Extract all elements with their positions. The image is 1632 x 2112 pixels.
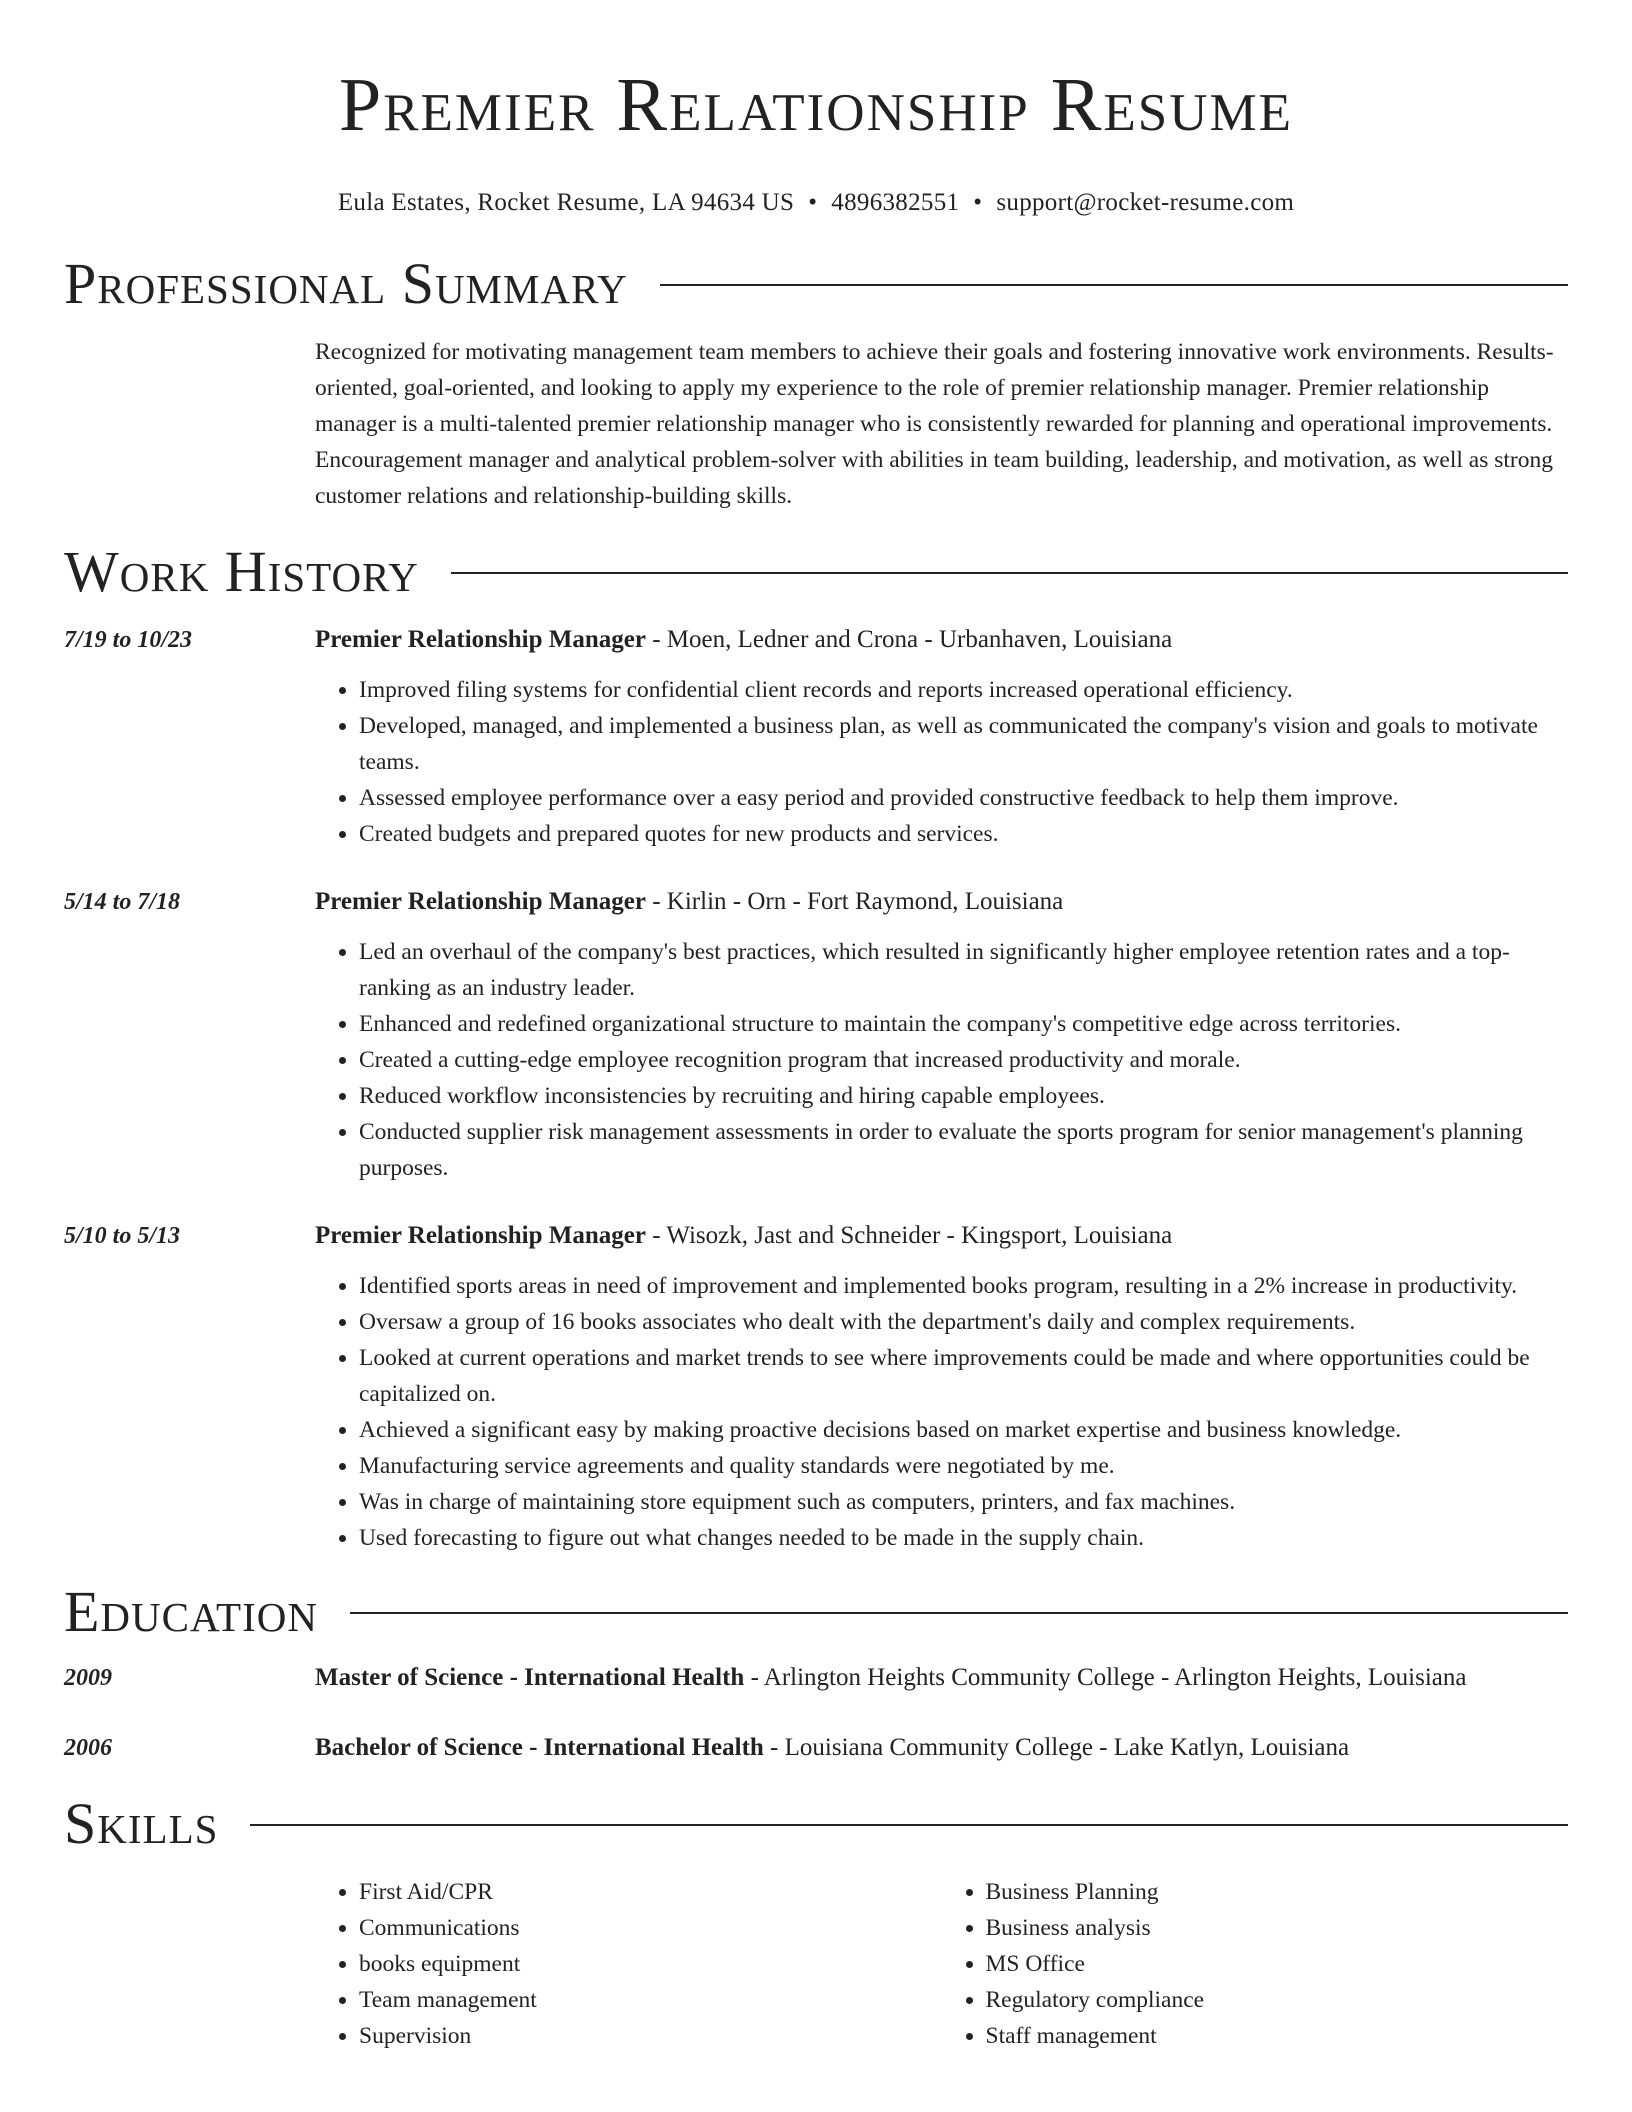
skills-section-header xyxy=(64,1792,1568,1856)
job-bullet: • Achieved a significant easy by making proactive decisions based on market expertise and business knowledge. xyxy=(359,1412,1568,1448)
section-divider xyxy=(451,572,1568,574)
contact-separator: • xyxy=(973,189,983,216)
summary-section-header xyxy=(64,252,1568,316)
education-degree: Bachelor of Science - International Health xyxy=(315,1734,764,1761)
section-divider xyxy=(660,284,1568,286)
education-school: - Louisiana Community College - Lake Katlyn, Louisiana xyxy=(763,1734,1350,1761)
education-year: 2009 xyxy=(64,1665,112,1691)
job-bullet: • Oversaw a group of 16 books associates who dealt with the department's daily and complex requirements. xyxy=(359,1304,1568,1340)
section-divider xyxy=(350,1612,1568,1614)
job-bullet: • Reduced workflow inconsistencies by recruiting and hiring capable employees. xyxy=(359,1078,1568,1114)
job-entry xyxy=(64,1218,1568,1556)
education-heading: Education xyxy=(64,1579,318,1644)
skill-item: • Business Planning xyxy=(986,1874,1569,1910)
job-bullet: • Used forecasting to figure out what changes needed to be made in the supply chain. xyxy=(359,1520,1568,1556)
job-bullet: • Created budgets and prepared quotes for new products and services. xyxy=(359,816,1568,852)
contact-phone: 4896382551 xyxy=(831,189,960,216)
education-school: - Arlington Heights Community College - Arlington Heights, Louisiana xyxy=(744,1664,1467,1691)
job-bullet: • Assessed employee performance over a easy period and provided constructive feedback to help them improve. xyxy=(359,780,1568,816)
education-degree: Master of Science - International Health xyxy=(315,1664,745,1691)
job-employer: - Moen, Ledner and Crona - Urbanhaven, Louisiana xyxy=(645,626,1173,653)
skills-column-right xyxy=(942,1874,1569,2054)
education-entry xyxy=(64,1730,1568,1766)
job-bullet: • Identified sports areas in need of improvement and implemented books program, resulting in a 2% increase in productivity. xyxy=(359,1268,1568,1304)
job-bullet: • Looked at current operations and market trends to see where improvements could be made and where opportunities could be capitalized on. xyxy=(359,1340,1568,1412)
job-title: Premier Relationship Manager xyxy=(315,1222,646,1249)
job-dates: 7/19 to 10/23 xyxy=(64,627,193,653)
job-bullet: • Developed, managed, and implemented a business plan, as well as communicated the company's vision and goals to motivate teams. xyxy=(359,708,1568,780)
job-bullet: • Conducted supplier risk management assessments in order to evaluate the sports program for senior management's planning purposes. xyxy=(359,1114,1568,1186)
contact-address: Eula Estates, Rocket Resume, LA 94634 US xyxy=(337,189,795,216)
education-line xyxy=(315,1660,1568,1696)
resume-title: Premier Relationship Resume xyxy=(338,63,1294,147)
job-bullets xyxy=(315,1268,1568,1556)
job-title: Premier Relationship Manager xyxy=(315,888,646,915)
skills-list xyxy=(315,1874,1568,2054)
education-year: 2006 xyxy=(64,1735,112,1761)
skill-item: • Business analysis xyxy=(986,1910,1569,1946)
job-bullet: • Enhanced and redefined organizational structure to maintain the company's competitive edge across territories. xyxy=(359,1006,1568,1042)
job-title-line xyxy=(315,884,1568,920)
work-heading: Work History xyxy=(64,539,419,604)
work-section-header xyxy=(64,540,1568,604)
section-divider xyxy=(250,1824,1568,1826)
skill-item: • books equipment xyxy=(359,1946,942,1982)
job-bullets xyxy=(315,934,1568,1186)
job-employer: - Kirlin - Orn - Fort Raymond, Louisiana xyxy=(645,888,1064,915)
skill-item: • First Aid/CPR xyxy=(359,1874,942,1910)
skill-item: • Regulatory compliance xyxy=(986,1982,1569,2018)
skill-item: • MS Office xyxy=(986,1946,1569,1982)
skill-item: • Staff management xyxy=(986,2018,1569,2054)
job-bullet: • Created a cutting-edge employee recognition program that increased productivity and morale. xyxy=(359,1042,1568,1078)
job-dates: 5/10 to 5/13 xyxy=(64,1223,181,1249)
skills-heading: Skills xyxy=(64,1791,219,1856)
job-entry xyxy=(64,622,1568,852)
job-bullet: • Manufacturing service agreements and quality standards were negotiated by me. xyxy=(359,1448,1568,1484)
skill-item: • Team management xyxy=(359,1982,942,2018)
job-title-line xyxy=(315,622,1568,658)
skill-item: • Communications xyxy=(359,1910,942,1946)
contact-line xyxy=(64,188,1568,218)
job-bullet: • Was in charge of maintaining store equipment such as computers, printers, and fax machines. xyxy=(359,1484,1568,1520)
job-bullets xyxy=(315,672,1568,852)
skills-column-left xyxy=(315,1874,942,2054)
job-title: Premier Relationship Manager xyxy=(315,626,646,653)
skill-item: • Supervision xyxy=(359,2018,942,2054)
summary-heading: Professional Summary xyxy=(64,251,628,316)
job-bullet: • Led an overhaul of the company's best practices, which resulted in significantly higher employee retention rates and a top-ranking as an industry leader. xyxy=(359,934,1568,1006)
job-employer: - Wisozk, Jast and Schneider - Kingsport, Louisiana xyxy=(645,1222,1173,1249)
education-line xyxy=(315,1730,1568,1766)
job-entry xyxy=(64,884,1568,1186)
job-bullet: • Improved filing systems for confidential client records and reports increased operational efficiency. xyxy=(359,672,1568,708)
job-dates: 5/14 to 7/18 xyxy=(64,889,181,915)
education-section-header xyxy=(64,1580,1568,1644)
contact-email: support@rocket-resume.com xyxy=(996,189,1295,216)
education-entry xyxy=(64,1660,1568,1696)
job-title-line xyxy=(315,1218,1568,1254)
summary-text: Recognized for motivating management team members to achieve their goals and fostering innovative work environments. Results-oriented, goal-oriented, and looking to apply my experience to the role of premier relationship manager. Premier relationship manager is a multi-talented premier relationship manager who is consistently rewarded for planning and operational improvements. Encouragement manager and analytical problem-solver with abilities in team building, leadership, and motivation, as well as strong customer relations and relationship-building skills. xyxy=(315,339,1554,509)
contact-separator: • xyxy=(808,189,818,216)
